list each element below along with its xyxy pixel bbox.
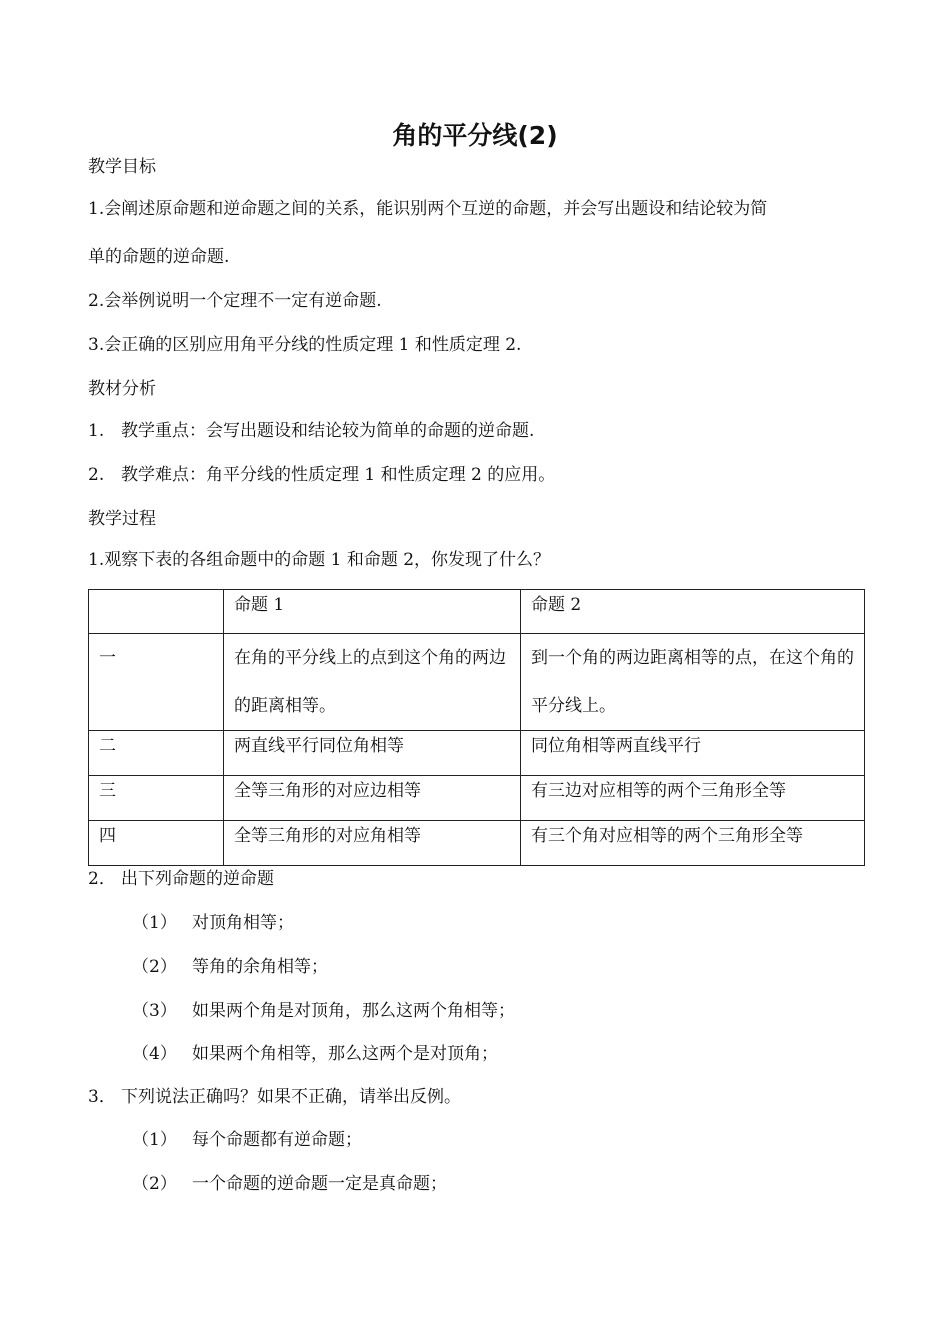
objective-1-line-2: 单的命题的逆命题. — [88, 247, 230, 267]
table-cell-label: 一 — [89, 634, 224, 731]
list-item — [132, 1042, 498, 1066]
question-1: 1.观察下表的各组命题中的命题 1 和命题 2，你发现了什么？ — [88, 550, 551, 570]
list-item — [132, 1172, 447, 1196]
page-title: 角的平分线(2) — [392, 121, 558, 150]
table-header-row — [89, 590, 865, 634]
objective-3: 3.会正确的区别应用角平分线的性质定理 1 和性质定理 2. — [88, 335, 522, 355]
question-2 — [88, 867, 274, 891]
analysis-item-text: 教学重点：会写出题设和结论较为简单的命题的逆命题. — [121, 421, 535, 441]
question-number: 3． — [88, 1087, 116, 1107]
analysis-item-number: 1. — [88, 421, 105, 441]
table-cell-proposition-1: 两直线平行同位角相等 — [224, 731, 521, 776]
list-item-text: 如果两个角是对顶角，那么这两个角相等； — [192, 1001, 515, 1021]
table-row — [89, 821, 865, 866]
objective-2: 2.会举例说明一个定理不一定有逆命题. — [88, 291, 382, 311]
table-cell-proposition-2: 同位角相等两直线平行 — [521, 731, 865, 776]
question-3 — [88, 1085, 461, 1109]
analysis-item-2 — [88, 463, 555, 487]
table-cell-label: 二 — [89, 731, 224, 776]
list-item-number: （2） — [132, 1174, 177, 1194]
table-cell-label: 三 — [89, 776, 224, 821]
table-cell-proposition-2: 有三边对应相等的两个三角形全等 — [521, 776, 865, 821]
table-row — [89, 731, 865, 776]
list-item — [132, 955, 328, 979]
list-item-number: （1） — [132, 913, 177, 933]
process-heading: 教学过程 — [88, 509, 156, 529]
table-cell-label: 四 — [89, 821, 224, 866]
list-item-text: 对顶角相等； — [192, 913, 294, 933]
table-row — [89, 776, 865, 821]
list-item — [132, 1128, 362, 1152]
table-cell-proposition-1: 全等三角形的对应边相等 — [224, 776, 521, 821]
list-item — [132, 999, 515, 1023]
proposition-table — [88, 589, 865, 866]
list-item-number: （3） — [132, 1001, 177, 1021]
objectives-heading: 教学目标 — [88, 157, 156, 177]
question-number: 2． — [88, 869, 116, 889]
list-item — [132, 911, 294, 935]
table-row — [89, 634, 865, 731]
objective-1-line-1: 1.会阐述原命题和逆命题之间的关系，能识别两个互逆的命题，并会写出题设和结论较为简 — [88, 199, 768, 219]
question-text: 下列说法正确吗？如果不正确，请举出反例。 — [121, 1087, 461, 1107]
analysis-item-text: 教学难点：角平分线的性质定理 1 和性质定理 2 的应用。 — [121, 465, 556, 485]
list-item-number: （1） — [132, 1130, 177, 1150]
table-header-cell: 命题 2 — [521, 590, 865, 634]
list-item-text: 如果两个角相等，那么这两个是对顶角； — [192, 1044, 498, 1064]
table-cell-proposition-1: 在角的平分线上的点到这个角的两边的距离相等。 — [224, 634, 521, 731]
list-item-text: 每个命题都有逆命题； — [192, 1130, 362, 1150]
table-cell-proposition-2: 到一个角的两边距离相等的点，在这个角的平分线上。 — [521, 634, 865, 731]
analysis-item-number: 2. — [88, 465, 105, 485]
table-cell-proposition-1: 全等三角形的对应角相等 — [224, 821, 521, 866]
list-item-text: 一个命题的逆命题一定是真命题； — [192, 1174, 447, 1194]
list-item-text: 等角的余角相等； — [192, 957, 328, 977]
table-header-cell: 命题 1 — [224, 590, 521, 634]
list-item-number: （2） — [132, 957, 177, 977]
table-header-cell — [89, 590, 224, 634]
table-cell-proposition-2: 有三个角对应相等的两个三角形全等 — [521, 821, 865, 866]
question-text: 出下列命题的逆命题 — [121, 869, 274, 889]
analysis-heading: 教材分析 — [88, 379, 156, 399]
analysis-item-1 — [88, 419, 534, 443]
list-item-number: （4） — [132, 1044, 177, 1064]
